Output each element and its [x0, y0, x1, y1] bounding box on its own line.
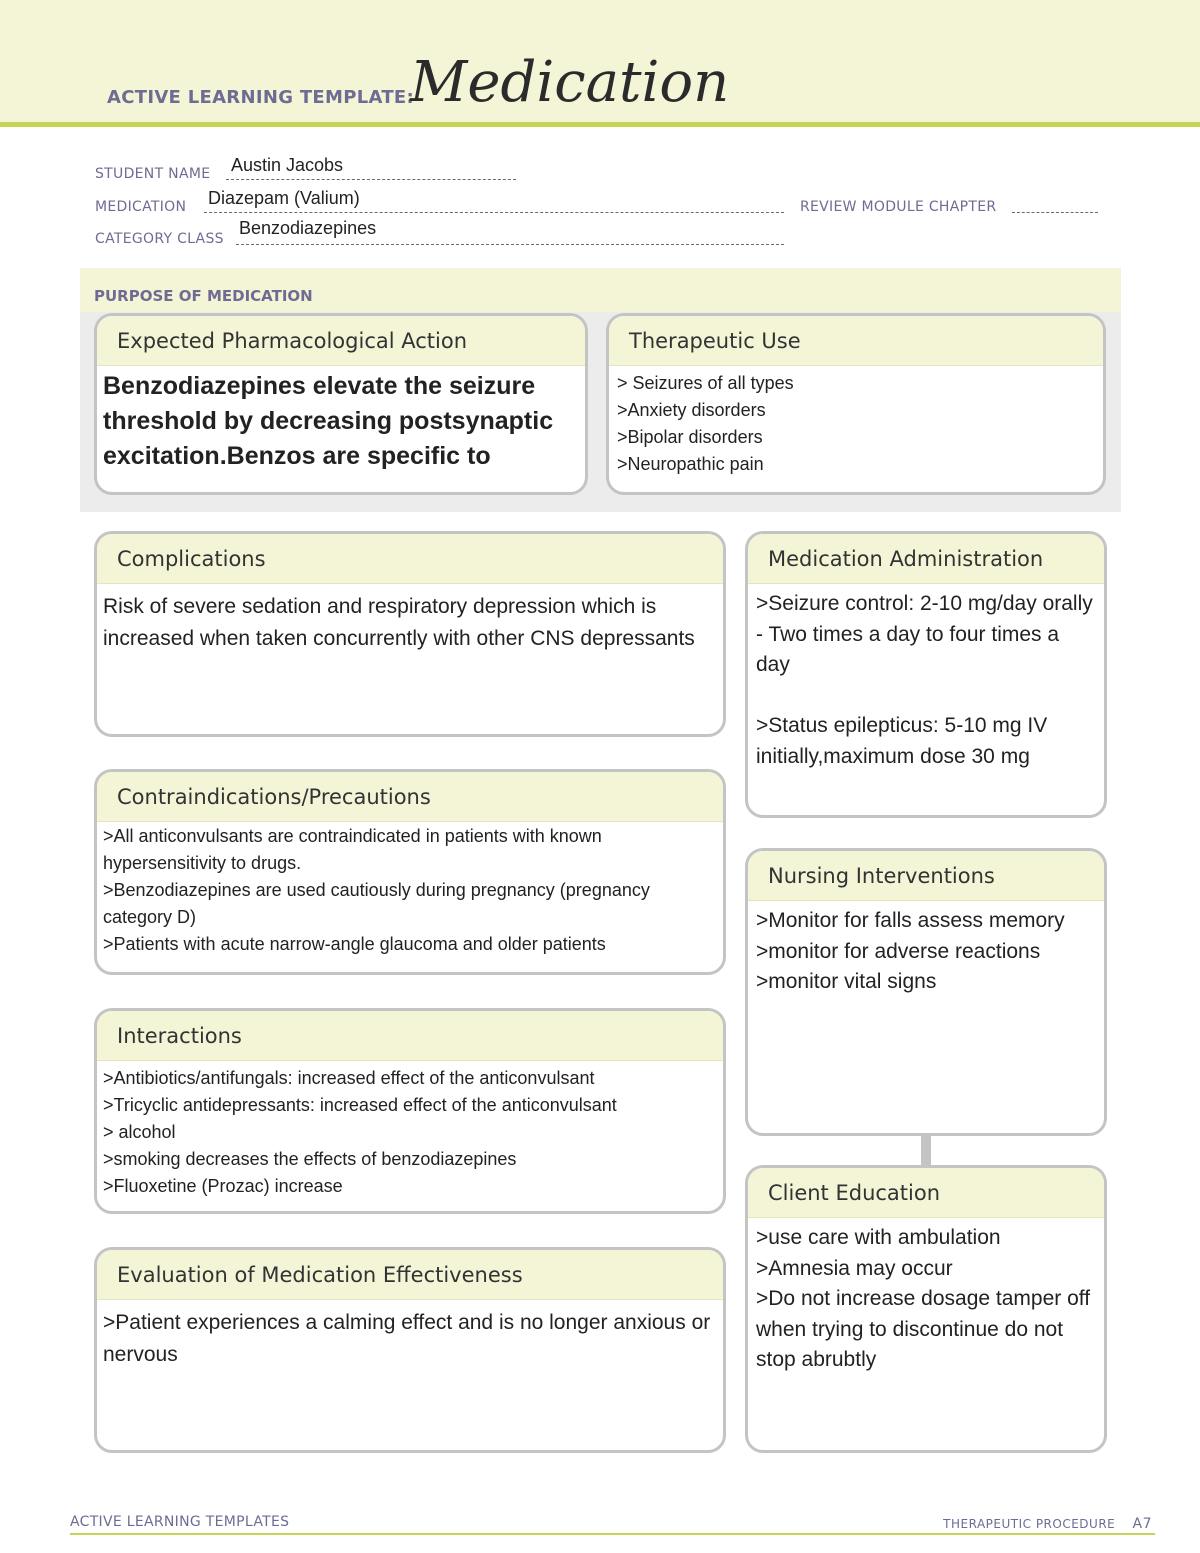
expected-action-box	[94, 313, 588, 495]
contraindications-title: Contraindications/Precautions	[97, 772, 723, 822]
contraindications-box	[94, 769, 726, 975]
footer-left-label: ACTIVE LEARNING TEMPLATES	[70, 1514, 290, 1530]
footer-rule	[70, 1533, 1155, 1535]
contraindications-text[interactable]: >All anticonvulsants are contraindicated in patients with known hypersensitivity to drugs. >Benzodiazepines are used cautiously during pregnancy (pregnancy category D) >Patients with acute narrow-angle glaucoma and older patients	[103, 826, 650, 954]
category-class-line	[236, 244, 784, 245]
client-education-text[interactable]: >use care with ambulation >Amnesia may occur >Do not increase dosage tamper off when trying to discontinue do not stop abrubtly	[756, 1226, 1091, 1371]
nursing-interventions-text[interactable]: >Monitor for falls assess memory >monitor for adverse reactions >monitor vital signs	[756, 909, 1065, 993]
connector-bar	[921, 1135, 931, 1168]
medication-value[interactable]: Diazepam (Valium)	[208, 188, 360, 208]
nursing-interventions-title: Nursing Interventions	[748, 851, 1104, 901]
medication-line	[204, 212, 784, 213]
complications-text[interactable]: Risk of severe sedation and respiratory depression which is increased when taken concurrently with other CNS depressants	[103, 595, 695, 650]
page-title: Medication	[410, 50, 730, 115]
therapeutic-use-title: Therapeutic Use	[609, 316, 1103, 366]
interactions-title: Interactions	[97, 1011, 723, 1061]
purpose-label: PURPOSE OF MEDICATION	[94, 287, 313, 305]
template-label: ACTIVE LEARNING TEMPLATE:	[107, 87, 414, 108]
review-module-line[interactable]	[1012, 212, 1098, 213]
expected-action-title: Expected Pharmacological Action	[97, 316, 585, 366]
category-class-value[interactable]: Benzodiazepines	[239, 218, 377, 238]
client-education-box	[745, 1165, 1107, 1453]
therapeutic-use-box	[606, 313, 1106, 495]
interactions-text[interactable]: >Antibiotics/antifungals: increased effect of the anticonvulsant >Tricyclic antidepressants: increased effect of the anticonvulsant > alcohol >smoking decreases the effects of benzodiazepines >Fluoxetine (Prozac) increase	[103, 1068, 617, 1196]
therapeutic-use-text[interactable]: > Seizures of all types >Anxiety disorders >Bipolar disorders >Neuropathic pain	[617, 373, 794, 474]
review-module-label: REVIEW MODULE CHAPTER	[800, 199, 997, 215]
footer-page-number: A7	[1132, 1516, 1152, 1532]
administration-text[interactable]: >Seizure control: 2-10 mg/day orally - Two times a day to four times a day >Status epilepticus: 5-10 mg IV initially,maximum dose 30 mg	[756, 592, 1093, 768]
footer-section: THERAPEUTIC PROCEDURE	[943, 1517, 1116, 1531]
header-banner	[0, 0, 1200, 127]
category-class-label: CATEGORY CLASS	[95, 231, 224, 247]
student-name-line	[226, 179, 516, 180]
complications-box	[94, 531, 726, 737]
interactions-box	[94, 1008, 726, 1214]
evaluation-box	[94, 1247, 726, 1453]
footer-right-label	[943, 1516, 1152, 1532]
student-name-label: STUDENT NAME	[95, 166, 211, 182]
evaluation-title: Evaluation of Medication Effectiveness	[97, 1250, 723, 1300]
medication-label: MEDICATION	[95, 199, 187, 215]
administration-box	[745, 531, 1107, 818]
evaluation-text[interactable]: >Patient experiences a calming effect and is no longer anxious or nervous	[103, 1311, 711, 1366]
complications-title: Complications	[97, 534, 723, 584]
nursing-interventions-box	[745, 848, 1107, 1136]
administration-title: Medication Administration	[748, 534, 1104, 584]
expected-action-text[interactable]: Benzodiazepines elevate the seizure threshold by decreasing postsynaptic excitation.Benzos are specific to	[103, 372, 554, 470]
client-education-title: Client Education	[748, 1168, 1104, 1218]
student-name-value[interactable]: Austin Jacobs	[231, 155, 344, 175]
